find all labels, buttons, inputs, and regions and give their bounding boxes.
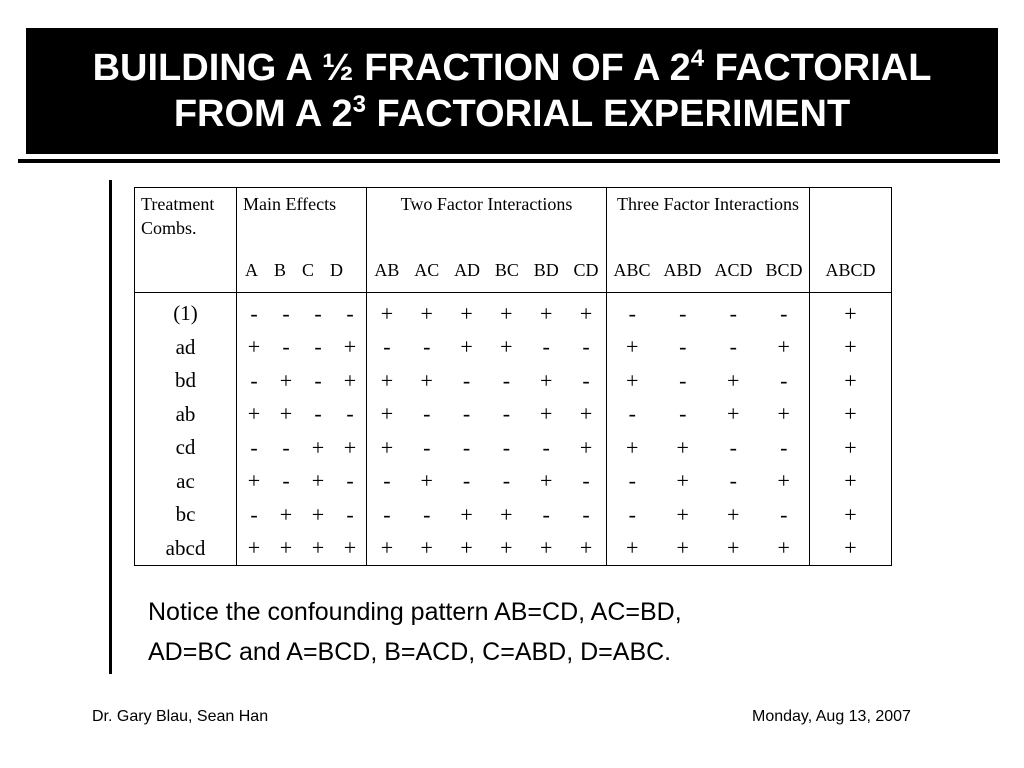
main-effect-labels — [237, 260, 366, 281]
sign-cell: + — [500, 501, 513, 527]
footer-date: Monday, Aug 13, 2007 — [752, 708, 911, 725]
sign-cell: + — [500, 300, 513, 326]
header-two-label: Two Factor Interactions — [400, 194, 573, 214]
main-effects-row — [237, 398, 366, 432]
sign-cell: - — [314, 334, 322, 360]
treatment-name: bc — [175, 502, 196, 526]
sign-cell: - — [542, 334, 550, 360]
sign-cell: + — [343, 434, 357, 460]
sign-cell: - — [250, 434, 258, 460]
sign-cell: - — [729, 468, 737, 494]
sign-cell: - — [542, 434, 550, 460]
four-factor-row — [810, 465, 891, 499]
sign-cell: + — [380, 367, 394, 393]
sign-cell: + — [247, 535, 261, 561]
sign-cell: + — [311, 535, 325, 561]
sign-cell: - — [282, 334, 290, 360]
title-line-1 — [93, 45, 932, 91]
sign-cell: + — [540, 367, 553, 393]
sign-cell: + — [343, 367, 357, 393]
four-factor-row — [810, 431, 891, 465]
title-line-2-exponent: 3 — [352, 91, 366, 118]
sign-cell: + — [844, 300, 857, 326]
sign-cell: + — [247, 468, 261, 494]
sign-cell: - — [679, 401, 687, 427]
sign-cell: + — [343, 334, 357, 360]
sign-cell: - — [250, 501, 258, 527]
four-factor-row — [810, 498, 891, 532]
sign-cell: + — [777, 334, 790, 360]
two-factor-row — [367, 532, 606, 566]
four-factor-row — [810, 331, 891, 365]
two-factor-row — [367, 431, 606, 465]
note-line-2: AD=BC and A=BCD, B=ACD, C=ABD, D=ABC. — [148, 638, 672, 666]
factorial-table — [134, 187, 892, 566]
four-factor-row — [810, 297, 891, 331]
main-effects-column — [237, 293, 367, 566]
treatment-column — [135, 293, 237, 566]
sign-cell: - — [282, 468, 290, 494]
sign-cell: + — [626, 535, 639, 561]
sign-cell: - — [423, 434, 431, 460]
sign-cell: - — [346, 300, 354, 326]
sign-cell: + — [279, 501, 293, 527]
sign-cell: - — [383, 334, 391, 360]
three-factor-row — [607, 331, 809, 365]
sign-cell: + — [311, 468, 325, 494]
sign-cell: + — [844, 334, 857, 360]
sign-cell: - — [582, 501, 590, 527]
sign-cell: - — [780, 434, 788, 460]
sign-cell: + — [279, 367, 293, 393]
three-label-bcd: BCD — [765, 260, 803, 280]
two-factor-row — [367, 331, 606, 365]
sign-cell: - — [383, 468, 391, 494]
table-body-row — [135, 293, 892, 566]
sign-cell: - — [679, 334, 687, 360]
sign-cell: - — [423, 501, 431, 527]
two-factor-column — [367, 293, 607, 566]
treatment-name: cd — [175, 435, 196, 459]
main-label-a: A — [245, 260, 258, 280]
treatment-name: ab — [175, 401, 196, 426]
main-effects-row — [237, 364, 366, 398]
main-effects-row — [237, 465, 366, 499]
sign-cell: - — [314, 300, 322, 326]
four-factor-column — [810, 293, 892, 566]
title-line-2-text: FROM A 2 — [173, 93, 353, 135]
sign-cell: + — [420, 367, 433, 393]
sign-cell: + — [500, 334, 513, 360]
sign-cell: + — [626, 334, 639, 360]
three-label-abd: ABD — [663, 260, 702, 280]
sign-cell: + — [844, 367, 857, 393]
sign-cell: - — [250, 300, 258, 326]
sign-cell: + — [247, 334, 261, 360]
sign-cell: + — [460, 300, 473, 326]
sign-cell: + — [727, 501, 740, 527]
treatment-name: ac — [176, 468, 195, 493]
sign-cell: - — [628, 468, 636, 494]
sign-cell: + — [676, 434, 689, 460]
main-label-b: B — [274, 260, 287, 280]
factorial-table-container — [134, 187, 891, 559]
sign-cell: + — [844, 434, 857, 460]
three-factor-row — [607, 465, 809, 499]
header-main-label: Main Effects — [243, 194, 337, 214]
sign-cell: + — [540, 401, 553, 427]
sign-cell: + — [343, 535, 357, 561]
two-factor-row — [367, 465, 606, 499]
sign-cell: - — [729, 334, 737, 360]
four-factor-row — [810, 532, 891, 566]
sign-cell: + — [727, 535, 740, 561]
sign-cell: + — [844, 535, 857, 561]
treatment-name: (1) — [173, 301, 198, 325]
sign-cell: + — [380, 401, 394, 427]
three-label-acd: ACD — [714, 260, 753, 280]
treatment-name: ad — [175, 334, 196, 359]
note-line-1: Notice the confounding pattern AB=CD, AC=BD, — [148, 598, 682, 626]
main-effects-row — [237, 532, 366, 566]
title-line-2-suffix: FACTORIAL EXPERIMENT — [365, 93, 851, 135]
sign-cell: - — [314, 401, 322, 427]
sign-cell: + — [311, 501, 325, 527]
four-factor-label: ABCD — [825, 260, 876, 280]
sign-cell: - — [582, 367, 590, 393]
sign-cell: + — [844, 468, 857, 494]
sign-cell: + — [279, 535, 293, 561]
sign-cell: - — [423, 334, 431, 360]
sign-cell: - — [582, 468, 590, 494]
two-label-bd: BD — [533, 260, 559, 280]
sign-cell: - — [502, 434, 511, 460]
main-label-c: C — [302, 260, 315, 280]
sign-cell: + — [579, 434, 593, 460]
sign-cell: + — [380, 434, 394, 460]
main-effects-row — [237, 331, 366, 365]
title-line-1-exponent: 4 — [690, 45, 705, 72]
main-effects-row — [237, 431, 366, 465]
sign-cell: - — [679, 300, 687, 326]
sign-cell: + — [247, 401, 261, 427]
sign-cell: - — [282, 300, 290, 326]
two-label-cd: CD — [573, 260, 599, 280]
sign-cell: + — [676, 501, 689, 527]
sign-cell: + — [626, 367, 639, 393]
sign-cell: + — [420, 300, 433, 326]
sign-cell: - — [502, 401, 511, 427]
sign-cell: + — [460, 535, 473, 561]
sign-cell: + — [844, 501, 857, 527]
sign-cell: + — [540, 300, 553, 326]
sign-cell: + — [540, 468, 553, 494]
sign-cell: + — [676, 468, 689, 494]
four-factor-row — [810, 364, 891, 398]
sign-cell: - — [383, 501, 391, 527]
main-label-d: D — [330, 260, 344, 280]
sign-cell: - — [462, 468, 471, 494]
three-label-abc: ABC — [613, 260, 651, 280]
two-label-bc: BC — [494, 260, 519, 280]
left-vertical-divider — [109, 180, 112, 674]
sign-cell: + — [279, 401, 293, 427]
main-effects-row — [237, 297, 366, 331]
sign-cell: + — [540, 535, 553, 561]
sign-cell: + — [420, 535, 433, 561]
sign-cell: - — [346, 401, 354, 427]
sign-cell: + — [626, 434, 639, 460]
sign-cell: + — [579, 535, 593, 561]
two-label-ab: AB — [374, 260, 400, 280]
sign-cell: - — [314, 367, 322, 393]
two-factor-row — [367, 398, 606, 432]
sign-cell: - — [780, 367, 788, 393]
header-three-factor — [607, 188, 810, 293]
sign-cell: - — [250, 367, 258, 393]
sign-cell: + — [579, 401, 593, 427]
sign-cell: - — [628, 501, 636, 527]
title-line-2 — [174, 91, 850, 137]
sign-cell: + — [460, 501, 473, 527]
header-three-label: Three Factor Interactions — [617, 194, 799, 214]
two-factor-row — [367, 498, 606, 532]
treatment-name: abcd — [165, 535, 206, 560]
table-header-row — [135, 188, 892, 293]
sign-cell: + — [460, 334, 473, 360]
sign-cell: - — [628, 401, 636, 427]
sign-cell: + — [844, 401, 857, 427]
sign-cell: + — [727, 401, 740, 427]
title-line-1-suffix: FACTORIAL — [704, 47, 932, 89]
main-effects-row — [237, 498, 366, 532]
sign-cell: - — [582, 334, 590, 360]
sign-cell: - — [502, 468, 511, 494]
three-factor-row — [607, 431, 809, 465]
sign-cell: + — [579, 300, 593, 326]
header-two-factor — [367, 188, 607, 293]
sign-cell: - — [462, 434, 471, 460]
sign-cell: + — [311, 434, 325, 460]
two-factor-row — [367, 364, 606, 398]
title-divider — [18, 159, 1000, 163]
four-factor-row — [810, 398, 891, 432]
sign-cell: + — [676, 535, 689, 561]
sign-cell: - — [502, 367, 511, 393]
sign-cell: - — [628, 300, 636, 326]
slide-title — [26, 28, 998, 154]
two-label-ad: AD — [454, 260, 481, 280]
three-factor-row — [607, 364, 809, 398]
sign-cell: - — [780, 300, 788, 326]
sign-cell: + — [777, 535, 790, 561]
sign-cell: - — [282, 434, 290, 460]
title-line-1-text: BUILDING A ½ FRACTION OF A 2 — [92, 47, 691, 89]
sign-cell: - — [729, 434, 737, 460]
three-factor-row — [607, 498, 809, 532]
sign-cell: - — [462, 401, 471, 427]
sign-cell: - — [542, 501, 550, 527]
sign-cell: + — [380, 300, 394, 326]
sign-cell: + — [500, 535, 513, 561]
header-main-effects — [237, 188, 367, 293]
three-factor-row — [607, 297, 809, 331]
two-factor-labels — [367, 260, 606, 281]
footer-authors: Dr. Gary Blau, Sean Han — [92, 708, 269, 725]
two-label-ac: AC — [414, 260, 440, 280]
sign-cell: + — [777, 401, 790, 427]
three-factor-column — [607, 293, 810, 566]
sign-cell: - — [780, 501, 788, 527]
header-four-factor — [810, 188, 892, 293]
three-factor-row — [607, 398, 809, 432]
treatment-name: bd — [175, 368, 196, 392]
sign-cell: - — [346, 468, 354, 494]
sign-cell: - — [729, 300, 737, 326]
sign-cell: + — [420, 468, 433, 494]
sign-cell: + — [777, 468, 790, 494]
header-treatment-label: Treatment Combs. — [141, 194, 215, 238]
two-factor-row — [367, 297, 606, 331]
confounding-note — [148, 592, 908, 672]
three-factor-row — [607, 532, 809, 566]
three-factor-labels — [607, 260, 809, 281]
sign-cell: - — [423, 401, 431, 427]
sign-cell: - — [462, 367, 471, 393]
sign-cell: + — [380, 535, 394, 561]
sign-cell: - — [346, 501, 354, 527]
sign-cell: + — [727, 367, 740, 393]
four-factor-labels — [810, 260, 891, 281]
sign-cell: - — [679, 367, 687, 393]
header-treatment — [135, 188, 237, 293]
